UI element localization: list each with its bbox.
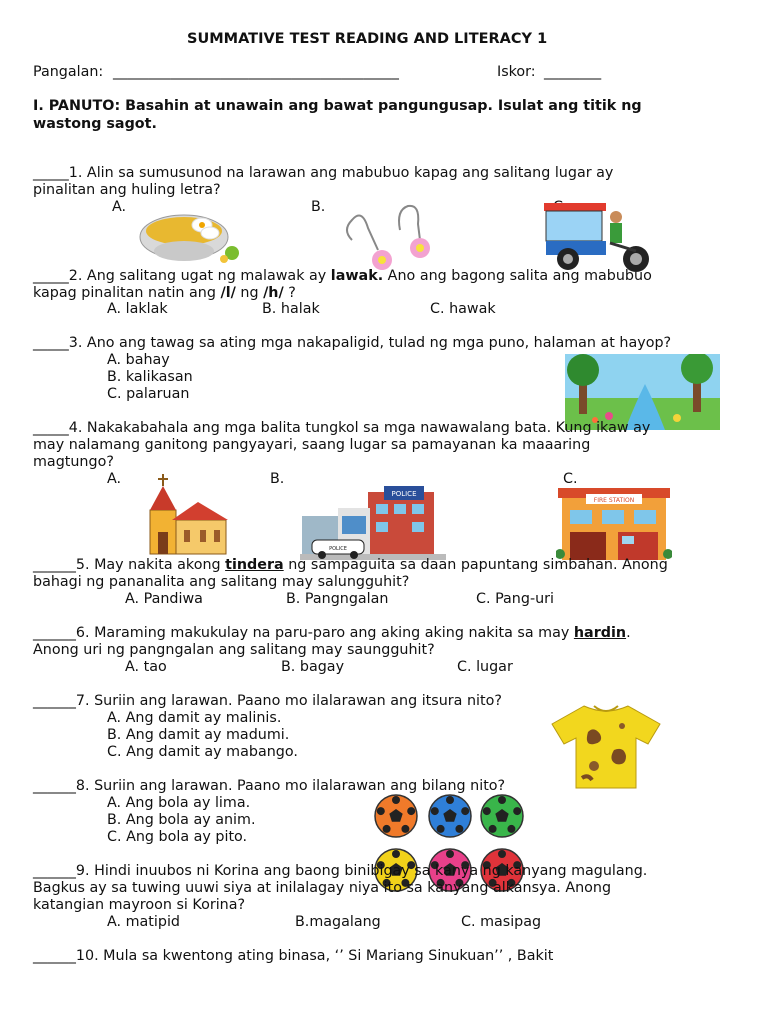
q1-line1: _____1. Alin sa sumusunod na larawan ang mabubuo kapag ang salitang lugar ay (33, 165, 614, 181)
q4-option-a: A. (107, 471, 122, 487)
q5-underlined-word: tindera (225, 557, 284, 573)
q6-line2: Anong uri ng pangngalan ang salitang may saungguhit? (33, 642, 435, 658)
q3-option-b: B. kalikasan (107, 369, 193, 385)
q3-option-c: C. palaruan (107, 386, 190, 402)
instructions-line2: wastong sagot. (33, 116, 157, 132)
hikaw-earrings-image (338, 200, 442, 274)
q7-line1: ______7. Suriin ang larawan. Paano mo ilalarawan ang itsura nito? (33, 693, 502, 709)
q9-option-c: C. masipag (461, 914, 542, 930)
score-label: Iskor: (497, 64, 536, 80)
q2-option-c: C. hawak (430, 301, 496, 317)
q2-line2: kapag pinalitan natin ang /l/ ng /h/ ? (33, 285, 296, 301)
soccer-ball (481, 795, 523, 837)
q5-option-a: A. Pandiwa (125, 591, 203, 607)
q4-line1: _____4. Nakakabahala ang mga balita tungkol sa mga nawawalang bata. Kung ikaw ay (33, 420, 651, 436)
q2-option-a: A. laklak (107, 301, 168, 317)
q2-option-b: B. halak (262, 301, 320, 317)
page-title: SUMMATIVE TEST READING AND LITERACY 1 (187, 31, 548, 47)
q8-option-c: C. Ang bola ay pito. (107, 829, 248, 845)
q2-bold-word: lawak. (330, 268, 384, 284)
q5-line1: ______5. May nakita akong tindera ng sampaguita sa daan papuntang simbahan. Anong (33, 557, 668, 573)
q4-option-b: B. (270, 471, 285, 487)
q9-option-b: B.magalang (295, 914, 381, 930)
dirty-shirt-image (548, 702, 664, 790)
q4-line2: may nalamang ganitong pangyayari, saang lugar sa pamayanan ka maaaring (33, 437, 591, 453)
name-label: Pangalan: (33, 64, 104, 80)
q6-option-b: B. bagay (281, 659, 345, 675)
police-sign-text: POLICE (391, 490, 417, 498)
q6-option-a: A. tao (125, 659, 167, 675)
q8-option-b: B. Ang bola ay anim. (107, 812, 256, 828)
q5-option-c: C. Pang-uri (476, 591, 555, 607)
score-field-line[interactable]: ________ (544, 64, 602, 80)
lugaw-bowl-image (138, 205, 242, 267)
q9-line1: ______9. Hindi inuubos ni Korina ang baong binibigay sa kanya ng kanyang magulang. (33, 863, 648, 879)
q1-option-b: B. (311, 199, 326, 215)
tricycle-image (540, 199, 658, 275)
q3-option-a: A. bahay (107, 352, 170, 368)
q4-line3: magtungo? (33, 454, 114, 470)
q9-option-a: A. matipid (107, 914, 181, 930)
soccer-ball (429, 795, 471, 837)
instructions-line1: I. PANUTO: Basahin at unawain ang bawat pangungusap. Isulat ang titik ng (33, 98, 642, 114)
q1-line2: pinalitan ang huling letra? (33, 182, 221, 198)
q7-option-a: A. Ang damit ay malinis. (107, 710, 282, 726)
church-image (148, 470, 230, 556)
soccer-ball (375, 795, 417, 837)
q6-line1: ______6. Maraming makukulay na paru-paro ang aking aking nakita sa may hardin. (33, 625, 631, 641)
police-station-image (298, 482, 448, 560)
q6-option-c: C. lugar (457, 659, 513, 675)
police-car-text: POLICE (329, 546, 347, 552)
q1-option-a: A. (112, 199, 127, 215)
q4-option-c: C. (563, 471, 578, 487)
nature-scene-image (565, 354, 720, 430)
q8-option-a: A. Ang bola ay lima. (107, 795, 251, 811)
q7-option-c: C. Ang damit ay mabango. (107, 744, 298, 760)
name-field-line[interactable]: ________________________________________ (113, 64, 399, 80)
q2-line1: _____2. Ang salitang ugat ng malawak ay lawak. Ano ang bagong salita ang mabubuo (33, 268, 652, 284)
q9-line3: katangian mayroon si Korina? (33, 897, 246, 913)
q9-line2: Bagkus ay sa tuwing uuwi siya at inilalagay niya ito sa kanyang alkansya. Anong (33, 880, 612, 896)
q5-line2: bahagi ng pananalita ang salitang may salungguhit? (33, 574, 410, 590)
q7-option-b: B. Ang damit ay madumi. (107, 727, 290, 743)
q3-line1: _____3. Ano ang tawag sa ating mga nakapaligid, tulad ng mga puno, halaman at hayop? (33, 335, 672, 351)
q5-option-b: B. Pangngalan (286, 591, 389, 607)
q8-line1: ______8. Suriin ang larawan. Paano mo ilalarawan ang bilang nito? (33, 778, 506, 794)
q6-underlined-word: hardin (573, 625, 627, 641)
fire-station-sign-text: FIRE STATION (593, 497, 635, 504)
q10-line1: ______10. Mula sa kwentong ating binasa, ‘’ Si Mariang Sinukuan’’ , Bakit (33, 948, 554, 964)
fire-station-image (556, 480, 672, 562)
